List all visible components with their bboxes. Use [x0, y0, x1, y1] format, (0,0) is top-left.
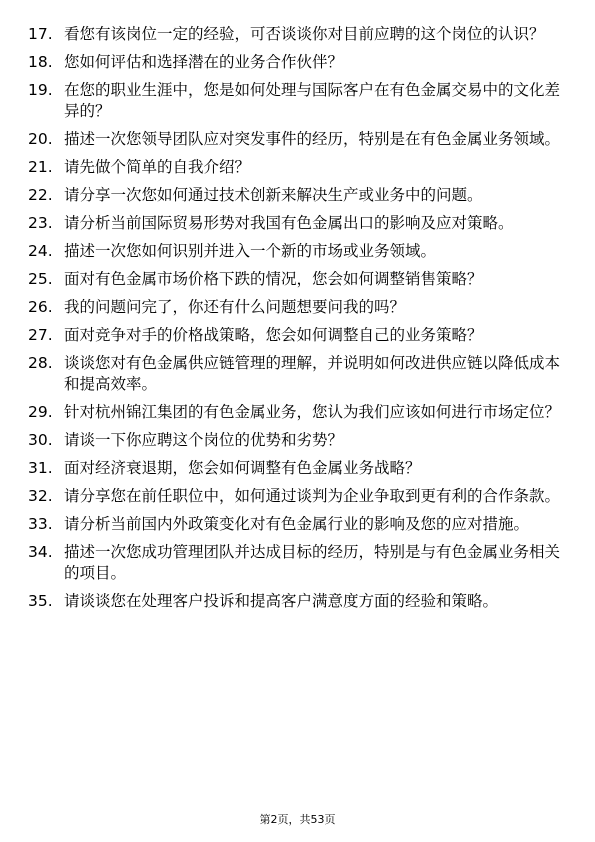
question-item [28, 353, 568, 395]
question-text: 面对经济衰退期，您会如何调整有色金属业务战略？ [64, 459, 421, 477]
question-item [28, 213, 568, 234]
question-text: 在您的职业生涯中，您是如何处理与国际客户在有色金属交易中的文化差异的？ [64, 81, 561, 120]
question-number: 35. [28, 592, 53, 610]
question-text: 描述一次您成功管理团队并达成目标的经历，特别是与有色金属业务相关的项目。 [64, 543, 561, 582]
question-number: 22. [28, 186, 53, 204]
question-number: 19. [28, 81, 53, 99]
question-text: 请分析当前国际贸易形势对我国有色金属出口的影响及应对策略。 [64, 214, 514, 232]
question-text: 请谈谈您在处理客户投诉和提高客户满意度方面的经验和策略。 [64, 592, 499, 610]
question-text: 面对有色金属市场价格下跌的情况，您会如何调整销售策略？ [64, 270, 483, 288]
question-item [28, 430, 568, 451]
question-number: 23. [28, 214, 53, 232]
question-text: 您如何评估和选择潜在的业务合作伙伴？ [64, 53, 344, 71]
question-number: 32. [28, 487, 53, 505]
question-text: 请分享一次您如何通过技术创新来解决生产或业务中的问题。 [64, 186, 483, 204]
question-item [28, 269, 568, 290]
question-text: 看您有该岗位一定的经验，可否谈谈你对目前应聘的这个岗位的认识？ [64, 25, 545, 43]
question-item [28, 458, 568, 479]
question-number: 29. [28, 403, 53, 421]
question-item [28, 542, 568, 584]
question-number: 20. [28, 130, 53, 148]
question-item [28, 241, 568, 262]
question-text: 谈谈您对有色金属供应链管理的理解，并说明如何改进供应链以降低成本和提高效率。 [64, 354, 561, 393]
question-item [28, 402, 568, 423]
page-footer: 第2页，共53页 [259, 813, 336, 826]
question-item [28, 591, 568, 612]
question-text: 描述一次您如何识别并进入一个新的市场或业务领域。 [64, 242, 437, 260]
question-text: 请分享您在前任职位中，如何通过谈判为企业争取到更有利的合作条款。 [64, 487, 561, 505]
question-number: 31. [28, 459, 53, 477]
question-number: 26. [28, 298, 53, 316]
question-item [28, 325, 568, 346]
question-text: 请分析当前国内外政策变化对有色金属行业的影响及您的应对措施。 [64, 515, 530, 533]
question-text: 描述一次您领导团队应对突发事件的经历，特别是在有色金属业务领域。 [64, 130, 561, 148]
question-number: 25. [28, 270, 53, 288]
question-item [28, 24, 568, 45]
question-text: 面对竞争对手的价格战策略，您会如何调整自己的业务策略？ [64, 326, 483, 344]
question-text: 请谈一下你应聘这个岗位的优势和劣势？ [64, 431, 344, 449]
question-item [28, 129, 568, 150]
question-text: 请先做个简单的自我介绍？ [64, 158, 251, 176]
question-item [28, 157, 568, 178]
question-number: 24. [28, 242, 53, 260]
question-item [28, 52, 568, 73]
question-number: 30. [28, 431, 53, 449]
question-text: 我的问题问完了，你还有什么问题想要问我的吗？ [64, 298, 406, 316]
question-number: 17. [28, 25, 53, 43]
question-number: 28. [28, 354, 53, 372]
question-list [28, 24, 568, 619]
question-item [28, 297, 568, 318]
question-number: 27. [28, 326, 53, 344]
question-item [28, 80, 568, 122]
question-item [28, 185, 568, 206]
question-number: 33. [28, 515, 53, 533]
question-item [28, 514, 568, 535]
question-number: 18. [28, 53, 53, 71]
question-text: 针对杭州锦江集团的有色金属业务，您认为我们应该如何进行市场定位？ [64, 403, 561, 421]
question-number: 34. [28, 543, 53, 561]
question-item [28, 486, 568, 507]
question-number: 21. [28, 158, 53, 176]
